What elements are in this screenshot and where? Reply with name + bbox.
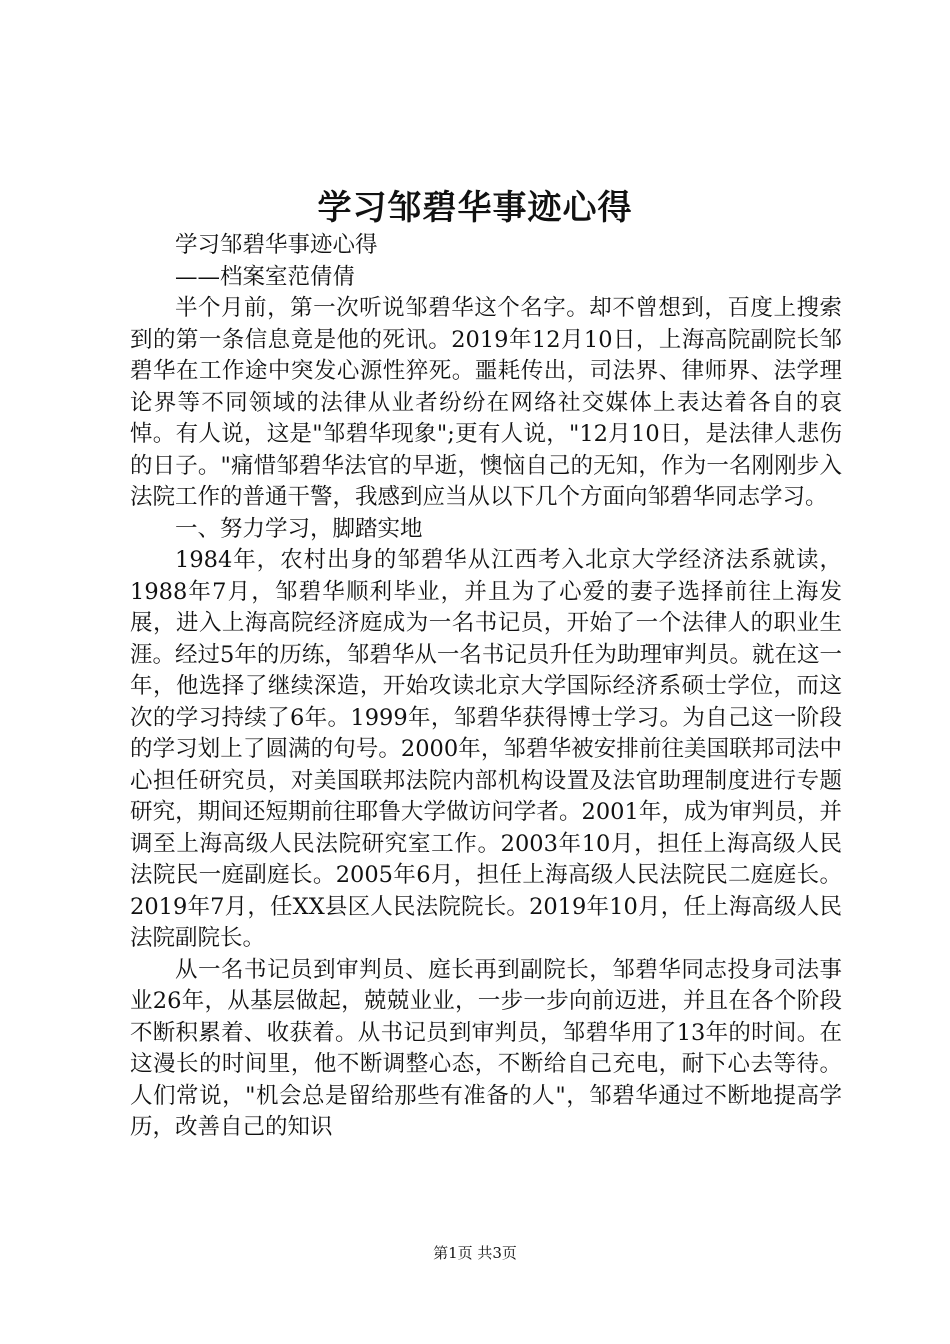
- document-body: [130, 230, 842, 1144]
- paragraph-intro: 半个月前，第一次听说邹碧华这个名字。却不曾想到，百度上搜索到的第一条信息竟是他的死讯。2019年12月10日，上海高院副院长邹碧华在工作途中突发心源性猝死。噩耗传出，司法界、律师界、法学理论界等不同领域的法律从业者纷纷在网络社交媒体上表达着各自的哀悼。有人说，这是"邹碧华现象";更有人说，"12月10日，是法律人悲伤的日子。"痛惜邹碧华法官的早逝，懊恼自己的无知，作为一名刚刚步入法院工作的普通干警，我感到应当从以下几个方面向邹碧华同志学习。: [130, 295, 842, 510]
- section-heading: 一、努力学习，脚踏实地: [175, 515, 423, 542]
- author-line: ——档案室范倩倩: [175, 263, 356, 290]
- page-footer: 第1页 共3页: [433, 1244, 517, 1262]
- paragraph-career: 1984年，农村出身的邹碧华从江西考入北京大学经济法系就读，1988年7月，邹碧华顺利毕业，并且为了心爱的妻子选择前往上海发展，进入上海高院经济庭成为一名书记员，开始了一个法律人的职业生涯。经过5年的历练，邹碧华从一名书记员升任为助理审判员。就在这一年，他选择了继续深造，开始攻读北京大学国际经济系硕士学位，而这次的学习持续了6年。1999年，邹碧华获得博士学习。为自己这一阶段的学习划上了圆满的句号。2000年，邹碧华被安排前往美国联邦司法中心担任研究员，对美国联邦法院内部机构设置及法官助理制度进行专题研究，期间还短期前往耶鲁大学做访问学者。2001年，成为审判员，并调至上海高级人民法院研究室工作。2003年10月，担任上海高级人民法院民一庭副庭长。2005年6月，担任上海高级人民法院民二庭庭长。2019年7月，任XX县区人民法院院长。2019年10月，任上海高级人民法院副院长。: [130, 547, 842, 951]
- document-title: 学习邹碧华事迹心得: [317, 188, 633, 228]
- subtitle-line: 学习邹碧华事迹心得: [175, 232, 378, 258]
- paragraph-reflection: 从一名书记员到审判员、庭长再到副院长，邹碧华同志投身司法事业26年，从基层做起，兢兢业业，一步一步向前迈进，并且在各个阶段不断积累着、收获着。从书记员到审判员，邹碧华用了13年的时间。在这漫长的时间里，他不断调整心态，不断给自己充电，耐下心去等待。人们常说，"机会总是留给那些有准备的人"，邹碧华通过不断地提高学历，改善自己的知识: [130, 956, 842, 1140]
